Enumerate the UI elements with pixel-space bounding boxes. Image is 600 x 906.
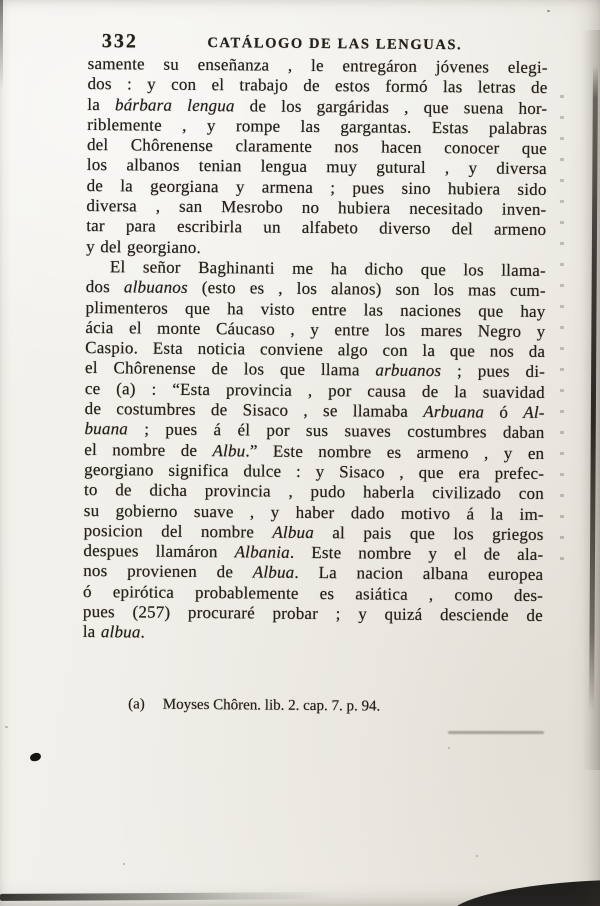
- bleed-through-ticks: [560, 95, 564, 575]
- text-line: su gobierno suave , y haber dado motivo á la im-: [83, 500, 544, 524]
- text-line: Caspio. Esta noticia conviene algo con la que nos da: [85, 338, 546, 362]
- text-line: posicion del nombre Albua al pais que los griegos: [83, 520, 544, 544]
- text-line: pues (257) procuraré probar ; y quizá desciende de: [82, 601, 543, 626]
- text-line: dos albuanos (esto es , los alanos) son los mas cum-: [85, 277, 546, 301]
- text-line: despues llamáron Albania. Este nombre y el de ala-: [83, 541, 544, 565]
- text-line: de costumbres de Sisaco , se llamaba Arbuana ó Al-: [84, 399, 545, 423]
- text-line: de la georgiana y armena ; pues sino hubiera sido: [86, 175, 547, 199]
- text-line: plimenteros que ha visto entre las naciones que hay: [85, 297, 546, 321]
- page-header: [88, 30, 548, 58]
- text-line: to de dicha provincia , pudo haberla civilizado con: [83, 480, 545, 504]
- text-line: los albanos tenian lengua muy gutural , y diversa: [86, 155, 547, 179]
- left-edge-scan-shadow: [0, 0, 3, 90]
- scan-speck: [123, 863, 125, 865]
- text-line: tar para escribirla un alfabeto diverso del armeno: [86, 216, 547, 240]
- text-line: samente su enseñanza , le entregáron jóvenes elegi-: [87, 53, 548, 78]
- text-line: la bárbara lengua de los gargáridas , que suena hor-: [87, 94, 548, 118]
- text-line: dos : y con el trabajo de estos formó las letras de: [87, 74, 548, 98]
- page-number: 332: [101, 30, 138, 53]
- printed-text-block: [82, 30, 548, 717]
- text-line: riblemente , y rompe las gargantas. Estas palabras: [87, 114, 548, 138]
- text-line: El señor Baghinanti me ha dicho que los llama-: [109, 257, 547, 280]
- text-line: el nombre de Albu.” Este nombre es armeno , y en: [84, 439, 545, 463]
- text-line: el Chôrenense de los que llama arbuanos ; pues di-: [84, 358, 546, 382]
- smudge-line: [448, 731, 544, 734]
- text-line: georgiano significa dulce : y Sisaco , que era prefec-: [84, 459, 545, 483]
- running-title: CATÁLOGO DE LAS LENGUAS.: [207, 35, 463, 54]
- text-line: buana ; pues á él por sus suaves costumbres daban: [84, 419, 545, 443]
- scan-speck: [5, 726, 8, 728]
- text-line: ce (a) : “Esta provincia , por causa de la suavidad: [84, 378, 545, 402]
- text-line: diversa , san Mesrobo no hubiera necesitado inven-: [86, 196, 547, 220]
- text-line: y del georgiano.: [86, 236, 202, 257]
- ink-blot: [29, 752, 41, 762]
- text-line: del Chôrenense claramente nos hacen conocer que: [86, 135, 548, 159]
- text-line: nos provienen de Albua. La nacion albana europea: [83, 561, 544, 585]
- scan-speck: [448, 747, 450, 749]
- text-line: ácia el monte Cáucaso , y entre los mares Negro y: [85, 317, 546, 341]
- bottom-left-scan-shadow: [0, 892, 330, 901]
- scan-speck: [476, 855, 478, 857]
- footnote: [128, 696, 542, 717]
- text-line: la albua.: [82, 622, 146, 642]
- bottom-right-corner-shadow: [449, 880, 600, 906]
- text-line: ó epirótica probablemente es asiática , como des-: [83, 581, 544, 605]
- footnote-label: (a): [128, 695, 145, 713]
- footnote-text: Moyses Chôren. lib. 2. cap. 7. p. 94.: [162, 696, 381, 715]
- body-text: [83, 54, 548, 647]
- scan-speck: [547, 10, 550, 12]
